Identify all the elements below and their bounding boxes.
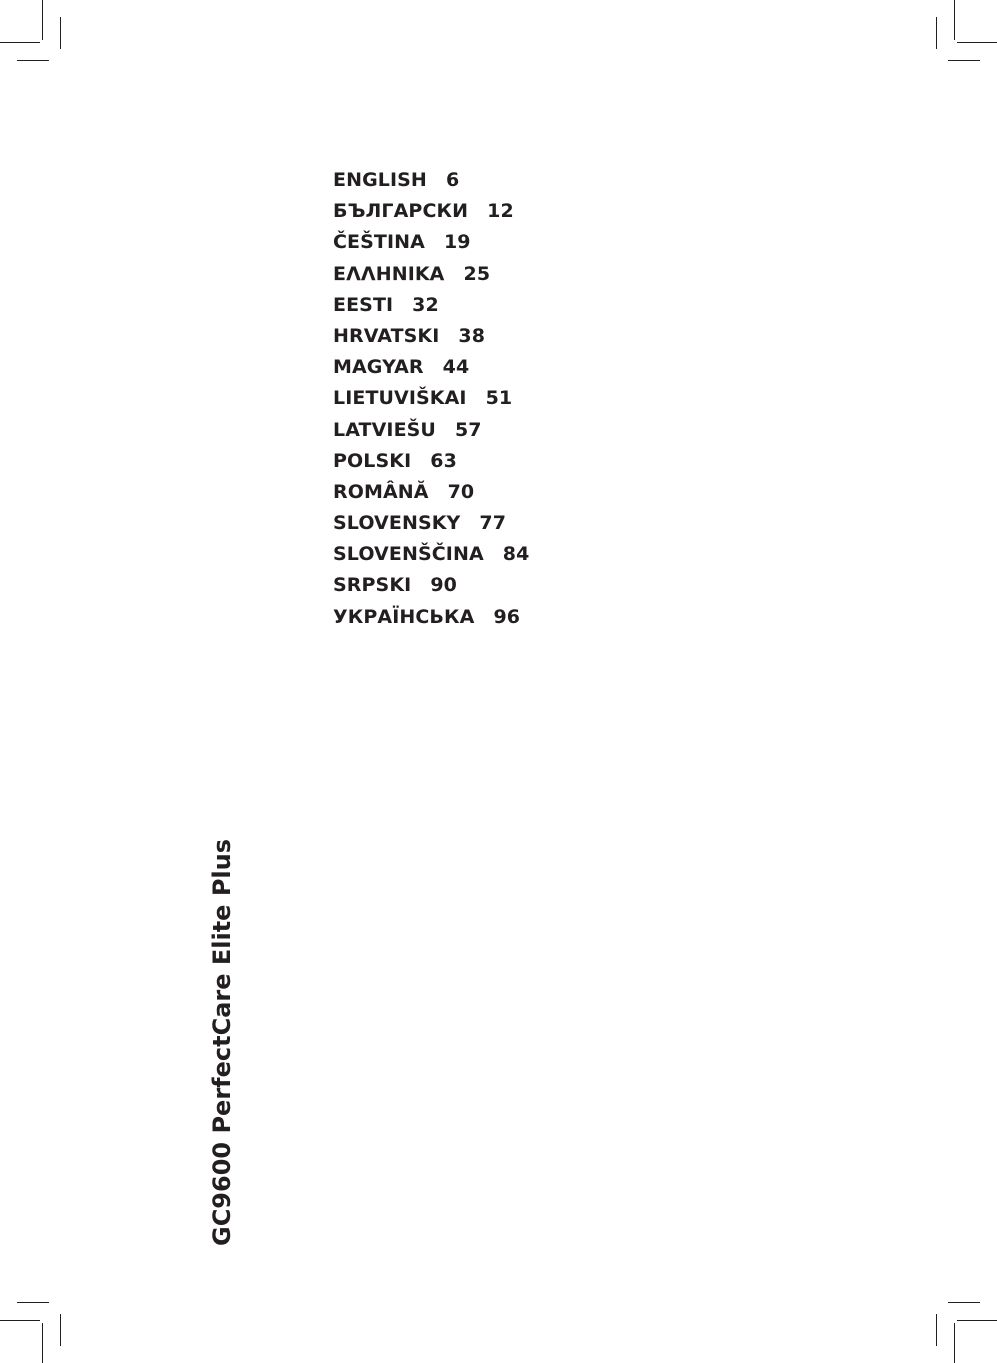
toc-entry[interactable] — [333, 165, 529, 196]
toc-entry[interactable] — [333, 508, 529, 539]
crop-mark-bottom-right-vertical-2 — [936, 1314, 937, 1346]
toc-page-number: 38 — [458, 324, 486, 347]
crop-mark-top-right-horizontal — [957, 42, 997, 43]
toc-entry[interactable] — [333, 196, 529, 227]
toc-language: ČEŠTINA — [333, 231, 425, 254]
crop-mark-bottom-left-vertical-2 — [60, 1314, 61, 1346]
toc-page-number: 70 — [447, 480, 475, 503]
toc-page-number: 12 — [487, 200, 514, 223]
toc-language: SLOVENSKY — [333, 512, 461, 535]
toc-language: MAGYAR — [333, 356, 424, 379]
language-index — [333, 165, 529, 633]
toc-language: SLOVENŠČINA — [333, 543, 484, 566]
crop-mark-bottom-left-horizontal — [0, 1320, 40, 1321]
toc-page-number: 63 — [430, 449, 457, 472]
toc-page-number: 90 — [430, 574, 457, 597]
toc-page-number: 44 — [442, 356, 470, 379]
toc-page-number: 19 — [443, 231, 471, 254]
toc-entry[interactable] — [333, 446, 529, 477]
toc-page-number: 77 — [479, 512, 507, 535]
toc-entry[interactable] — [333, 259, 529, 290]
toc-entry[interactable] — [333, 415, 529, 446]
toc-entry[interactable] — [333, 602, 529, 633]
toc-page-number: 25 — [463, 262, 491, 285]
toc-entry[interactable] — [333, 383, 529, 414]
toc-page-number: 51 — [485, 387, 513, 410]
crop-mark-bottom-right-vertical — [954, 1323, 955, 1363]
toc-language: LATVIEŠU — [333, 418, 436, 441]
toc-entry[interactable] — [333, 539, 529, 570]
toc-language: EESTI — [333, 293, 394, 316]
crop-mark-top-left-horizontal — [0, 42, 40, 43]
toc-entry[interactable] — [333, 290, 529, 321]
toc-language: POLSKI — [333, 449, 412, 472]
crop-mark-top-left-vertical-2 — [60, 17, 61, 49]
toc-language: ROMÂNĂ — [333, 480, 429, 503]
toc-entry[interactable] — [333, 321, 529, 352]
toc-page-number: 32 — [412, 293, 439, 316]
toc-page-number: 84 — [502, 543, 530, 566]
crop-mark-top-right-vertical-2 — [936, 17, 937, 49]
crop-mark-top-left-horizontal-2 — [17, 60, 49, 61]
crop-mark-bottom-left-horizontal-2 — [17, 1302, 49, 1303]
toc-language: УКРАЇНСЬКА — [333, 605, 475, 628]
crop-mark-bottom-right-horizontal-2 — [948, 1302, 980, 1303]
toc-language: БЪЛГАРСКИ — [333, 200, 469, 223]
crop-mark-top-right-vertical — [954, 0, 955, 40]
toc-language: LIETUVIŠKAI — [333, 387, 467, 410]
toc-entry[interactable] — [333, 570, 529, 601]
product-title: GC9600 PerfectCare Elite Plus — [208, 838, 236, 1246]
toc-page-number: 96 — [493, 605, 521, 628]
crop-mark-bottom-right-horizontal — [957, 1320, 997, 1321]
toc-language: SRPSKI — [333, 574, 412, 597]
crop-mark-top-right-horizontal-2 — [948, 60, 980, 61]
crop-mark-top-left-vertical — [42, 0, 43, 40]
toc-language: HRVATSKI — [333, 324, 440, 347]
toc-language: ΕΛΛΗΝΙΚΑ — [333, 262, 445, 285]
crop-mark-bottom-left-vertical — [42, 1323, 43, 1363]
toc-entry[interactable] — [333, 227, 529, 258]
toc-page-number: 6 — [445, 169, 460, 191]
toc-language: ENGLISH — [333, 169, 427, 191]
toc-entry[interactable] — [333, 352, 529, 383]
toc-entry[interactable] — [333, 477, 529, 508]
toc-page-number: 57 — [454, 418, 482, 441]
